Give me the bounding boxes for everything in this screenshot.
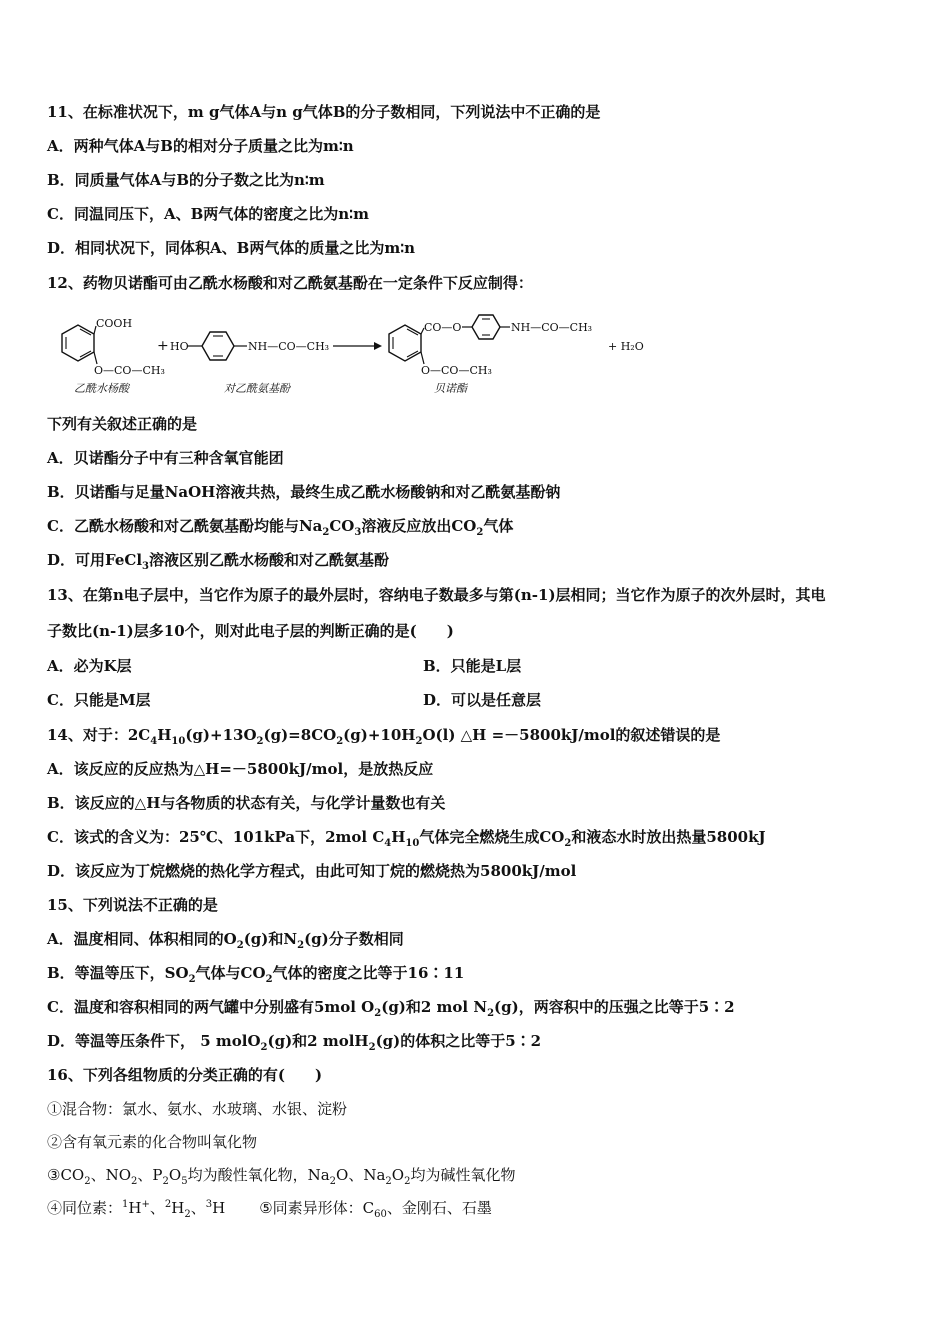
ho-label: HO [170, 340, 189, 353]
benzene-ring-1 [62, 325, 94, 361]
q12-option-b: B．贝诺酯与足量NaOH溶液共热，最终生成乙酰水杨酸钠和对乙酰氨基酚钠 [47, 483, 561, 501]
q14-option-a: A．该反应的反应热为△H=－5800kJ/mol，是放热反应 [47, 760, 434, 778]
q14-option-b: B．该反应的△H与各物质的状态有关，与化学计量数也有关 [47, 794, 446, 812]
q16-item-3: $③CO_2$、$NO_2$、$P_2O_5$均为酸性氧化物，$Na_2O$、$Na_2O_2$均为碱性氧化物 [47, 1166, 516, 1187]
q16-item-4-5 [47, 1198, 492, 1218]
q11-option-d: D．相同状况下，同体积A、B两气体的质量之比为m∶n [47, 239, 416, 257]
q13-option-a: A．必为K层 [47, 657, 132, 675]
q13-stem-line1: 13、在第n电子层中，当它作为原子的最外层时，容纳电子数最多与第(n-1)层相同；当它作为原子的次外层时，其电 [47, 586, 826, 604]
q12-option-a: A．贝诺酯分子中有三种含氧官能团 [47, 449, 284, 467]
acetylsalicylic-acid-caption: 乙酰水杨酸 [74, 382, 129, 395]
q12-stem: 12、药物贝诺酯可由乙酰水杨酸和对乙酰氨基酚在一定条件下反应制得： [47, 274, 533, 292]
q13-row2 [47, 690, 542, 710]
q16-item-5: ⑤同素异形体：$C_{60}$、金刚石、石墨 [259, 1199, 492, 1220]
ococh3-label-2: O—CO—CH₃ [421, 364, 492, 377]
q14-option-d: D．该反应为丁烷燃烧的热化学方程式，由此可知丁烷的燃烧热为5800kJ/mol [47, 862, 577, 880]
plus-sign: + [157, 338, 169, 354]
q11-option-c: C．同温同压下，A、B两气体的密度之比为n∶m [47, 205, 369, 223]
q13-stem-line2: 子数比(n-1)层多10个，则对此电子层的判断正确的是( ) [47, 622, 454, 640]
benorilate-caption: 贝诺酯 [434, 382, 467, 395]
q12-option-c: C．乙酰水杨酸和对乙酰氨基酚均能与$Na_2CO_3$溶液反应放出$CO_2$气体 [47, 517, 514, 538]
q15-option-d: D．等温等压条件下， 5 molO$_2$(g)和2 molH$_2$(g)的体积之比等于5∶2 [47, 1032, 542, 1053]
paracetamol-caption: 对乙酰氨基酚 [224, 382, 290, 395]
reaction-scheme-drawing [44, 312, 664, 404]
nhcoch3-label-2: NH—CO—CH₃ [511, 321, 593, 334]
benzene-ring-3 [389, 325, 421, 361]
q14-stem: 14、对于：$2C_4H_{10}(g)+13O_2(g)=8CO_2(g)+10H_2O(l)$ △H =－5800kJ/mol的叙述错误的是 [47, 726, 721, 747]
q13-option-d: D．可以是任意层 [423, 691, 542, 709]
ococh3-label-1: O—CO—CH₃ [94, 364, 165, 377]
q12-intro: 下列有关叙述正确的是 [47, 415, 198, 433]
q11-option-a: A．两种气体A与B的相对分子质量之比为m∶n [47, 137, 354, 155]
q16-stem: 16、下列各组物质的分类正确的有( ) [47, 1066, 323, 1084]
q11-stem: 11、在标准状况下，m g气体A与n g气体B的分子数相同，下列说法中不正确的是 [47, 103, 601, 121]
q11-option-b: B．同质量气体A与B的分子数之比为n∶m [47, 171, 325, 189]
q13-option-b: B．只能是L层 [423, 657, 522, 675]
reaction-scheme [44, 312, 664, 404]
water-label: + H₂O [608, 340, 644, 353]
q15-option-a: A．温度相同、体积相同的$O_2(g)$和$N_2(g)$分子数相同 [47, 930, 404, 951]
q15-option-b: B．等温等压下，$SO_2$气体与$CO_2$气体的密度之比等于16∶11 [47, 964, 465, 985]
q12-option-d: D．可用FeCl$_3$溶液区别乙酰水杨酸和对乙酰氨基酚 [47, 551, 390, 572]
q16-item-2: ②含有氧元素的化合物叫氧化物 [47, 1133, 258, 1151]
q15-option-c: C．温度和容积相同的两气罐中分别盛有5mol $O_2(g)$和2 mol $N_2(g)$，两容积中的压强之比等于5∶2 [47, 998, 735, 1019]
q13-row1 [47, 656, 522, 676]
q13-option-c: C．只能是M层 [47, 691, 151, 709]
cooh-label: COOH [96, 317, 133, 330]
nhcoch3-label-1: NH—CO—CH₃ [248, 340, 330, 353]
q16-item-4: ④同位素：$^1$H+、$^2H_2$、$^3$H [47, 1199, 226, 1220]
q16-item-1: ①混合物：氯水、氨水、水玻璃、水银、淀粉 [47, 1100, 348, 1118]
coo-label: CO—O [424, 321, 462, 334]
q14-option-c: C．该式的含义为：25℃、101kPa下，2mol $C_4H_{10}$气体完全燃烧生成$CO_2$和液态水时放出热量5800kJ [47, 828, 766, 849]
q15-stem: 15、下列说法不正确的是 [47, 896, 218, 914]
